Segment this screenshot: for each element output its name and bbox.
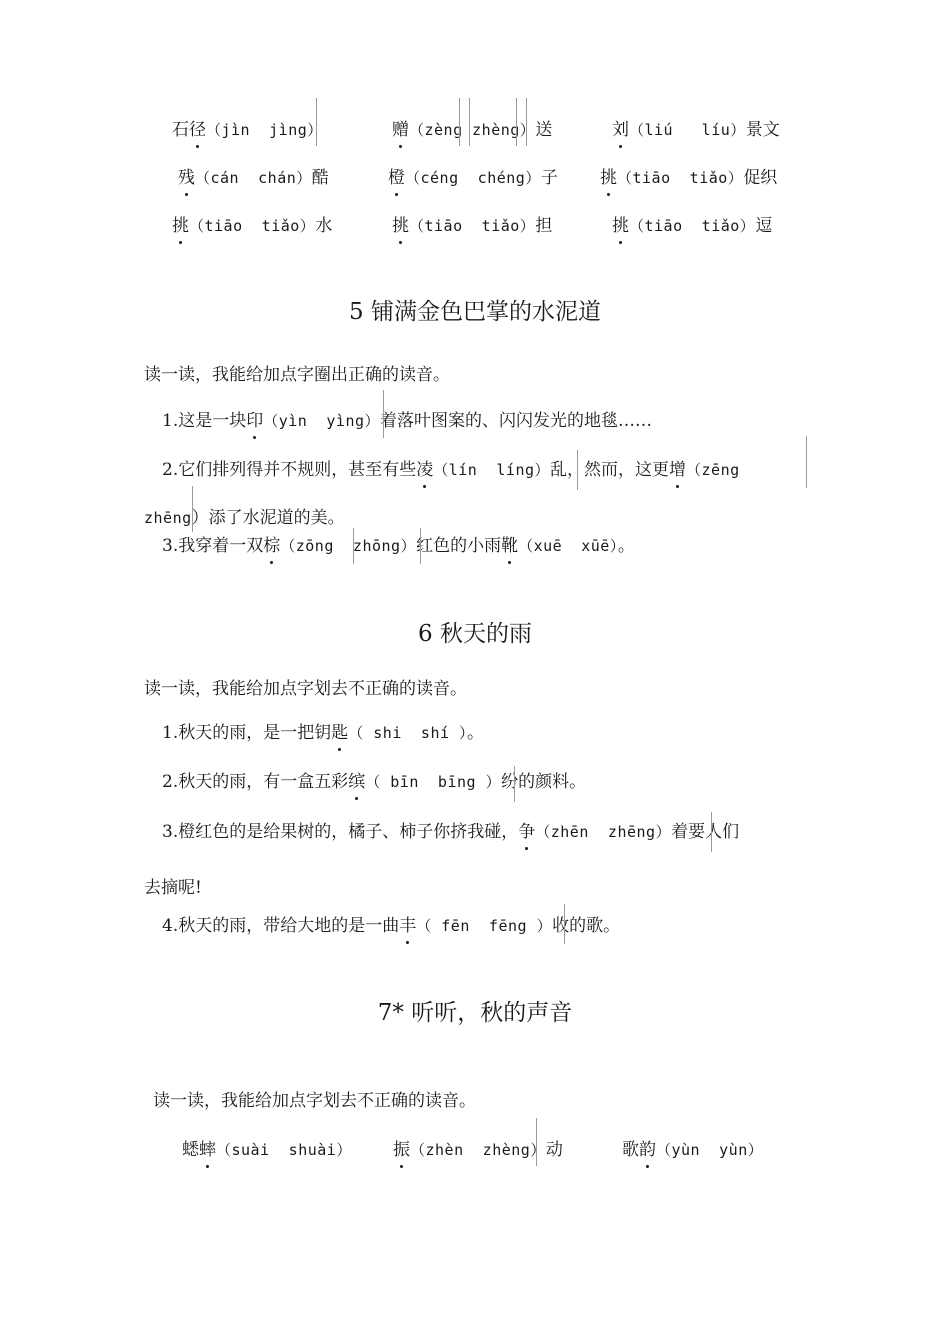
section-5-item-3 xyxy=(162,534,635,558)
pinyin-options: （jìn jìng） xyxy=(206,121,323,139)
pinyin-options-2: （zēng xyxy=(686,461,740,479)
suffix: 收的歌。 xyxy=(552,916,621,936)
suffix: 担 xyxy=(535,216,553,236)
suffix: 酷 xyxy=(311,168,329,188)
dotted-char: 振 xyxy=(393,1140,410,1160)
top-row-1-col-3 xyxy=(612,118,780,142)
section-5-item-2-continued xyxy=(144,506,345,530)
suffix: 促织 xyxy=(743,168,778,188)
pinyin-continued: zhēng xyxy=(144,509,192,527)
divider-line xyxy=(536,1118,537,1166)
divider-line xyxy=(192,486,193,532)
pinyin-options: （yìn yìng） xyxy=(263,412,381,430)
dotted-char: 挑 xyxy=(612,216,629,236)
dotted-char-2: 增 xyxy=(669,460,687,480)
prefix: 石 xyxy=(172,120,189,140)
top-row-1-col-2 xyxy=(392,118,552,142)
section-7-title: 7* 听听，秋的声音 xyxy=(377,1000,573,1026)
top-row-3-col-1 xyxy=(172,214,332,238)
pinyin-options: （yùn yùn） xyxy=(656,1141,764,1159)
dotted-char: 挑 xyxy=(600,168,617,188)
prefix: 蟋 xyxy=(182,1140,199,1160)
dotted-char: 棕 xyxy=(263,536,281,556)
pinyin-options: （zōng zhōng） xyxy=(280,537,417,555)
dotted-char: 缤 xyxy=(348,772,366,792)
pinyin-options: （ bīn bīng ） xyxy=(365,773,502,791)
dotted-char: 争 xyxy=(518,822,536,842)
section-7-item-3 xyxy=(622,1138,763,1162)
section-6-item-1 xyxy=(162,721,484,745)
dotted-char-2: 靴 xyxy=(501,536,519,556)
dotted-char: 径 xyxy=(189,120,206,140)
dotted-char: 挑 xyxy=(172,216,189,236)
divider-line xyxy=(459,98,460,146)
dotted-char: 凌 xyxy=(416,460,434,480)
suffix: 水 xyxy=(315,216,333,236)
pinyin-options: （liú líu） xyxy=(629,121,746,139)
dotted-char: 蟀 xyxy=(199,1140,216,1160)
suffix: 景文 xyxy=(745,120,780,140)
divider-line xyxy=(516,98,517,146)
pinyin-options: （tiāo tiǎo） xyxy=(629,217,756,235)
section-5-instruction: 读一读，我能给加点字圈出正确的读音。 xyxy=(144,365,450,385)
divider-line xyxy=(353,528,354,564)
top-row-3-col-2 xyxy=(392,214,552,238)
suffix: 送 xyxy=(535,120,553,140)
dotted-char: 刘 xyxy=(612,120,629,140)
divider-line xyxy=(711,812,712,852)
section-6-item-2 xyxy=(162,770,586,794)
section-5-item-2 xyxy=(162,458,740,482)
suffix: 逗 xyxy=(755,216,773,236)
pinyin-options: （ shi shí ） xyxy=(348,724,468,742)
section-6-item-4 xyxy=(162,914,620,938)
pinyin-options: （lín líng） xyxy=(433,461,551,479)
prefix: 2.秋天的雨，有一盒五彩 xyxy=(162,772,349,792)
suffix: 纷的颜料。 xyxy=(501,772,587,792)
divider-line xyxy=(514,766,515,802)
section-6-instruction: 读一读，我能给加点字划去不正确的读音。 xyxy=(144,679,467,699)
top-row-3-col-3 xyxy=(612,214,772,238)
divider-line xyxy=(420,528,421,564)
divider-line xyxy=(564,904,565,944)
suffix: ）添了水泥道的美。 xyxy=(191,508,345,528)
top-row-2-col-3 xyxy=(600,166,777,190)
section-7-item-1 xyxy=(182,1138,352,1162)
suffix: 乱，然而，这更 xyxy=(550,460,670,480)
suffix: 着落叶图案的、闪闪发光的地毯…… xyxy=(380,411,653,431)
divider-line xyxy=(383,390,384,438)
section-5-title: 5 铺满金色巴掌的水泥道 xyxy=(349,299,601,325)
prefix: 歌 xyxy=(622,1140,639,1160)
dotted-char: 残 xyxy=(178,168,195,188)
top-row-2-col-2 xyxy=(388,166,558,190)
top-row-1-col-1 xyxy=(172,118,323,142)
section-6-title: 6 秋天的雨 xyxy=(418,621,532,647)
prefix: 1.秋天的雨，是一把钥 xyxy=(162,723,332,743)
suffix: 着要人们 xyxy=(671,822,740,842)
section-7-instruction: 读一读，我能给加点字划去不正确的读音。 xyxy=(153,1091,476,1111)
dotted-char: 印 xyxy=(246,411,264,431)
pinyin-options: （cán chán） xyxy=(195,169,312,187)
suffix: 。 xyxy=(467,723,485,743)
prefix: 1.这是一块 xyxy=(162,411,247,431)
dotted-char: 挑 xyxy=(392,216,409,236)
prefix: 3.我穿着一双 xyxy=(162,536,264,556)
divider-line xyxy=(469,98,470,146)
pinyin-options: （tiāo tiǎo） xyxy=(409,217,536,235)
pinyin-options: （zèng zhèng） xyxy=(409,121,536,139)
suffix: 动 xyxy=(545,1140,563,1160)
pinyin-options: （tiāo tiǎo） xyxy=(189,217,316,235)
divider-line xyxy=(806,436,807,488)
suffix: 子 xyxy=(540,168,558,188)
pinyin-options: （zhèn zhèng） xyxy=(410,1141,546,1159)
divider-line xyxy=(577,450,578,490)
dotted-char: 匙 xyxy=(331,723,349,743)
top-row-2-col-1 xyxy=(178,166,329,190)
dotted-char: 赠 xyxy=(392,120,409,140)
section-5-item-1 xyxy=(162,409,652,433)
divider-line xyxy=(316,98,317,146)
pinyin-options: （tiāo tiǎo） xyxy=(617,169,744,187)
pinyin-options: （ fēn fēng ） xyxy=(416,917,553,935)
prefix: 2.它们排列得并不规则，甚至有些 xyxy=(162,460,417,480)
prefix: 3.橙红色的是给果树的，橘子、柿子你挤我碰， xyxy=(162,822,519,842)
middle: 红色的小雨 xyxy=(416,536,502,556)
section-7-item-2 xyxy=(393,1138,563,1162)
pinyin-options-2: （xuē xūē） xyxy=(518,537,618,555)
dotted-char: 韵 xyxy=(639,1140,656,1160)
prefix: 4.秋天的雨，带给大地的是一曲 xyxy=(162,916,400,936)
dotted-char: 丰 xyxy=(399,916,417,936)
section-6-item-3 xyxy=(162,820,739,844)
pinyin-options: （zhēn zhēng） xyxy=(535,823,672,841)
pinyin-options: （suài shuài） xyxy=(216,1141,352,1159)
divider-line xyxy=(526,98,527,146)
suffix: 。 xyxy=(617,536,635,556)
section-6-item-3-continued: 去摘呢! xyxy=(144,878,202,898)
pinyin-options: （céng chéng） xyxy=(405,169,541,187)
dotted-char: 橙 xyxy=(388,168,405,188)
